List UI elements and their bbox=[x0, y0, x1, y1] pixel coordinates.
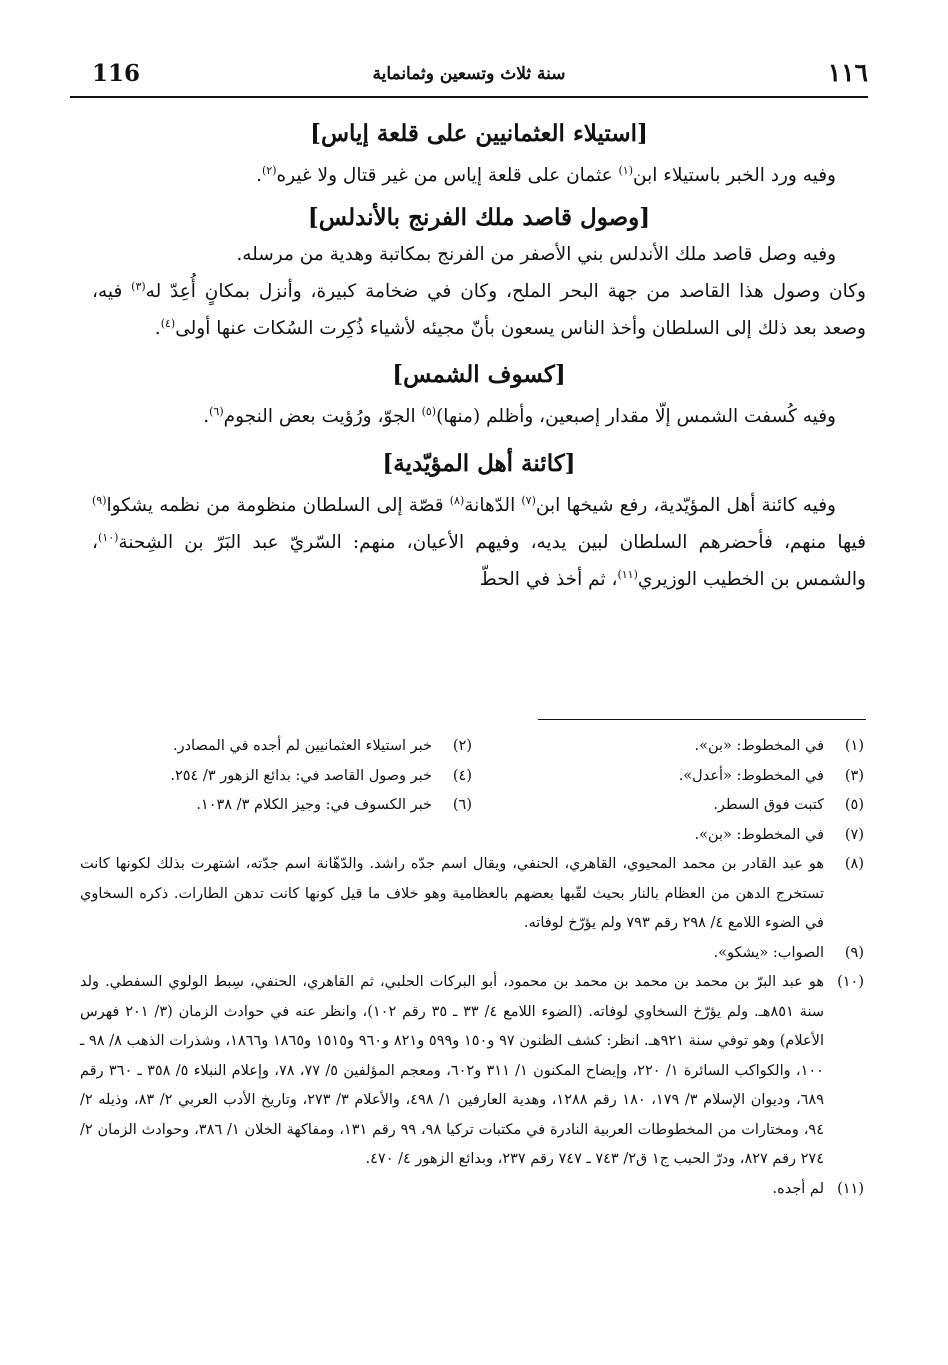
text-run: . bbox=[256, 165, 262, 187]
footnote-number: (٧) bbox=[844, 826, 864, 843]
footnote-text: كتبت فوق السطر. bbox=[713, 797, 824, 813]
paragraph-ayas bbox=[92, 155, 866, 192]
footnote-number: (٣) bbox=[844, 767, 864, 784]
footnote-number: (١٠) bbox=[837, 974, 864, 990]
footnote-8 bbox=[80, 850, 864, 939]
text-run: الجوّ، ورُؤيت بعض النجوم bbox=[223, 406, 422, 428]
footnote-4 bbox=[80, 762, 472, 792]
text-run: وفيه كائنة أهل المؤيّدية، رفع شيخها ابن bbox=[535, 494, 836, 516]
footnote-text: خبر الكسوف في: وجيز الكلام ٣/ ١٠٣٨. bbox=[196, 797, 432, 813]
footnote-number: (٩) bbox=[844, 944, 864, 961]
footnote-number: (٨) bbox=[844, 856, 864, 872]
footnote-text: في المخطوط: «بن». bbox=[694, 826, 824, 843]
footnote-number: (١) bbox=[844, 738, 864, 754]
text-run: قصّة إلى السلطان منظومة من نظمه يشكوا bbox=[106, 494, 450, 516]
section-title-eclipse: [كسوف الشمس] bbox=[392, 361, 566, 389]
page-number-arabic: ١١٦ bbox=[827, 58, 868, 87]
footnote-number: (٥) bbox=[844, 797, 864, 813]
text-run: ، ثم أخذ في الحطّ bbox=[479, 569, 618, 591]
footnote-row bbox=[80, 732, 864, 762]
footnote-text: خبر استيلاء العثمانيين لم أجده في المصادر. bbox=[172, 738, 432, 754]
text-run: . bbox=[203, 406, 210, 428]
footnote-row bbox=[80, 762, 864, 792]
footnote-3 bbox=[472, 762, 864, 792]
footnote-ref: (١) bbox=[618, 164, 634, 177]
footnote-number: (٦) bbox=[452, 797, 472, 813]
footnote-ref: (٨) bbox=[449, 493, 465, 507]
footnote-7 bbox=[80, 821, 864, 851]
footnote-text: في المخطوط: «أعدل». bbox=[678, 767, 824, 784]
footnote-ref: (٢) bbox=[262, 164, 277, 177]
text-run: وكان وصول هذا القاصد من جهة البحر الملح، وكان في ضخامة كبيرة، وأنزل بمكانٍ أُعِدّ له bbox=[145, 281, 866, 303]
footnote-text: في المخطوط: «بن». bbox=[694, 738, 824, 754]
footnote-ref: (٥) bbox=[421, 405, 437, 419]
footnote-ref: (٩) bbox=[92, 493, 107, 507]
footnote-text: هو عبد القادر بن محمد المحيوي، القاهري، الحنفي، ويقال اسم جدّه راشد. والدّهّانة اسم جدّته، اشتهرت بذلك لكونها كانت تستخرج الدهن من العظام بالنار بحيث لقّبها بعضهم بالعظامية وهو خلاف ما قيل كونها كانت تدهن الطارات. ذكره السخاوي في الضوء اللامع ٤/ ٢٩٨ رقم ٧٩٣ ولم يؤرّخ لوفاته. bbox=[80, 856, 824, 931]
footnote-number: (٤) bbox=[452, 767, 472, 784]
footnote-ref: (٣) bbox=[131, 280, 146, 294]
footnote-1 bbox=[472, 732, 864, 762]
text-run: فيها منهم، فأحضرهم السلطان لبين يديه، وفيهم الأعيان، منهم: السّريّ عبد البَرّ بن الشِحنة bbox=[118, 531, 866, 553]
footnote-ref: (٤) bbox=[160, 317, 176, 331]
paragraph-envoy-1: وفيه وصل قاصد ملك الأندلس بني الأصفر من الفرنج بمكاتبة وهدية من مرسله. bbox=[236, 244, 836, 266]
footnote-9 bbox=[80, 939, 864, 969]
footnote-11 bbox=[80, 1175, 864, 1205]
section-title-envoy: [وصول قاصد ملك الفرنج بالأندلس] bbox=[307, 204, 651, 232]
footnote-divider bbox=[538, 719, 866, 720]
footnote-number: (٢) bbox=[452, 738, 472, 754]
footnote-text: لم أجده. bbox=[772, 1180, 824, 1197]
paragraph-envoy-2 bbox=[92, 271, 866, 345]
footnote-5 bbox=[472, 791, 864, 821]
footnote-ref: (١٠) bbox=[97, 530, 119, 544]
footnote-number: (١١) bbox=[837, 1180, 864, 1197]
footnote-6 bbox=[80, 791, 472, 821]
footnote-text: خبر وصول القاصد في: بدائع الزهور ٣/ ٢٥٤. bbox=[170, 767, 432, 784]
text-run: وفيه كُسفت الشمس إلّا مقدار إصبعين، وأظلم (منها) bbox=[436, 406, 836, 428]
text-run: فيه، وصعد بعد ذلك إلى السلطان وأخذ الناس يسعون بأنّ مجيئه لأشياء ذُكِرت السُكات عنها أولى bbox=[92, 281, 866, 340]
footnote-2 bbox=[80, 732, 472, 762]
running-head bbox=[70, 58, 868, 98]
main-text bbox=[92, 120, 866, 596]
text-run: . bbox=[154, 318, 161, 340]
footnote-ref: (٧) bbox=[521, 493, 536, 507]
footnote-10 bbox=[80, 968, 864, 1175]
paragraph-muayyadiyya bbox=[92, 485, 866, 596]
text-run: ، والشمس بن الخطيب الوزيري bbox=[92, 531, 866, 591]
text-run: وفيه ورد الخبر باستيلاء ابن bbox=[633, 165, 836, 187]
page-number-latin: 116 bbox=[92, 60, 141, 87]
running-title: سنة ثلاث وتسعين وثمانماية bbox=[372, 64, 566, 84]
text-run: الدّهانة bbox=[464, 494, 522, 516]
text-run: عثمان على قلعة إياس من غير قتال ولا غيره bbox=[276, 165, 619, 187]
paragraph-eclipse bbox=[92, 396, 866, 433]
footnote-ref: (٦) bbox=[209, 405, 224, 419]
footnote-text: الصواب: «يشكو». bbox=[713, 944, 824, 961]
footnote-ref: (١١) bbox=[617, 567, 638, 581]
footnote-row bbox=[80, 791, 864, 821]
section-title-muayyadiyya: [كائنة أهل المؤيّدية] bbox=[382, 449, 576, 477]
section-title-ayas: [استيلاء العثمانيين على قلعة إياس] bbox=[310, 120, 648, 147]
footnotes bbox=[80, 732, 864, 1204]
footnote-text: هو عبد البرّ بن محمد بن محمد بن محمد بن محمود، أبو البركات الحلبي، ثم القاهري، الحنفي، سِبط الولوي السفطي. ولد سنة ٨٥١هـ. ولم يؤرّخ السخاوي لوفاته. (الضوء اللامع ٤/ ٣٣ ـ ٣٥ رقم ١٠٢)، وانظر عنه في حوادث الزمان (٣/ ٢٠١ فهرس الأعلام) وهو توفي سنة ٩٢١هـ. انظر: كشف الظنون ٩٧ و١٥٠ و٥٩٩ و٨٢١ و٩٦٠ و١٥١٥ و١٨٦٥ و١٨٦٦، وشذرات الذهب ٨/ ٩٨ ـ ١٠٠، والكواكب السائرة ١/ ٢٢٠، وإيضاح المكنون ١/ ٣١١ و٦٠٢، ومعجم المؤلفين ٥/ ٧٧، ٧٨، وإعلام النبلاء ٥/ ٣٥٨ ـ ٣٦٠ رقم ٦٨٩، وديوان الإسلام ٣/ ١٧٩، ١٨٠ رقم ١٢٨٨، وهدية العارفين ١/ ٤٩٨، والأعلام ٣/ ٢٧٣، وتاريخ الأدب العربي ٢/ ٨٣، وذيله ٢/ ٩٤، ومختارات من المخطوطات العربية النادرة في مكتبات تركيا ٩٨، ٩٩ رقم ١٣١، ومفاكهة الخلان ١/ ٣٨٦، وحوادث الزمان ٢/ ٢٧٤ رقم ٨٢٧، ودرّ الحبب ج١ ق٢/ ٧٤٣ ـ ٧٤٧ رقم ٢٣٧، وبدائع الزهور ٤/ ٤٧٠. bbox=[80, 974, 825, 1167]
